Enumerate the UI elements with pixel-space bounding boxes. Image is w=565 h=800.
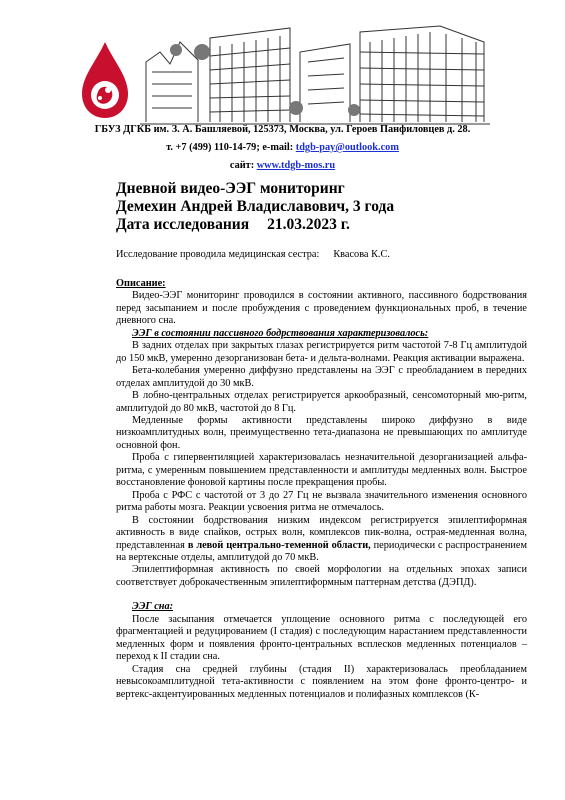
email-link[interactable]: tdgb-pay@outlook.com xyxy=(295,142,399,153)
paragraph: Видео-ЭЭГ мониторинг проводился в состоянии активного, пассивного бодрствования перед засыпанием и после пробуждения с проведением функциональных проб, в течение дневного сна. xyxy=(116,290,527,327)
site-line xyxy=(0,160,565,171)
description-heading: Описание: xyxy=(116,278,166,289)
paragraph: Стадия сна средней глубины (стадия II) характеризовалась преобладанием невысокоамплитудной тета-активности с появлением на этом фоне фронто-центро- и вертекс-акцентуированных медленных потенциалов и полифазных комплексов (К- xyxy=(116,663,527,700)
site-link[interactable]: www.tdgb-mos.ru xyxy=(256,160,336,171)
phone-text: т. +7 (499) 110-14-79; e-mail: xyxy=(166,142,296,153)
date-value: 21.03.2023 г. xyxy=(267,216,350,233)
paragraph-start: В состоянии бодрствования низким индексом регистрируется эпилептиформная активность в виде спайков, острых волн, комплексов пик-волна, острая-медленная волна, представленная xyxy=(116,514,527,551)
paragraph: После засыпания отмечается уплощение основного ритма с последующей его фрагментацией и редуцированием (I стадия) с последующим нарастанием представленности медленных форм и появления фронто-центральных всплесков медленных потенциалов – переход к II стадии сна. xyxy=(116,613,527,663)
report-body xyxy=(116,278,527,701)
title-block xyxy=(116,180,394,234)
study-date xyxy=(116,216,394,234)
org-address: ГБУЗ ДГКБ им. З. А. Башляевой, 125373, Москва, ул. Героев Панфиловцев д. 28. xyxy=(94,124,471,135)
sleep-heading xyxy=(116,601,527,613)
location-emphasis: в левой центрально-теменной области, xyxy=(187,539,371,551)
contact-line xyxy=(0,142,565,153)
building-illustration xyxy=(140,22,490,128)
sleep-heading-text: ЭЭГ сна: xyxy=(132,601,174,613)
hospital-logo-icon xyxy=(78,40,132,120)
nurse-label: Исследование проводила медицинская сестра: xyxy=(116,249,320,260)
passive-heading-text: ЭЭГ в состоянии пассивного бодрствования характеризовалось: xyxy=(132,327,429,339)
nurse-line xyxy=(116,249,390,260)
paragraph: Эпилептиформная активность по своей морфологии на отдельных эпохах записи соответствует доброкачественным эпилептиформным паттернам детства (ДЭПД). xyxy=(116,564,527,588)
site-label: сайт: xyxy=(229,160,257,171)
paragraph: Бета-колебания умеренно диффузно представлены на ЭЭГ с преобладанием в передних отделах амплитудой до 30 мкВ. xyxy=(116,365,527,389)
paragraph: Проба с гипервентиляцией характеризовалась незначительной дезорганизацией альфа-ритма, с умеренным повышением представленности и амплитуды медленных волн. Быстрое восстановление фоновой картины после прекращения пробы. xyxy=(116,452,527,489)
date-label: Дата исследования xyxy=(116,216,250,233)
paragraph-end: периодически с распространением на вертексные отделы, амплитудой до 70 мкВ. xyxy=(116,539,528,563)
paragraph: В задних отделах при закрытых глазах регистрируется ритм частотой 7-8 Гц амплитудой до 150 мкВ, умеренно дезорганизован бета- и дельта-волнами. Реакция активации выражена. xyxy=(116,340,527,364)
patient-name: Демехин Андрей Владиславович, 3 года xyxy=(116,198,395,215)
report-title: Дневной видео-ЭЭГ мониторинг xyxy=(116,180,345,197)
passive-heading xyxy=(116,328,527,340)
paragraph: Медленные формы активности представлены широко диффузно в виде низкоамплитудных волн, преимущественно тета-диапазона не превышающих по амплитуде основной фон. xyxy=(116,414,527,451)
paragraph: Проба с РФС с частотой от 3 до 27 Гц не вызвала значительного изменения основного ритма работы мозга. Реакции усвоения ритма не отмечалось. xyxy=(116,489,527,514)
paragraph: В лобно-центральных отделах регистрируется аркообразный, сенсомоторный мю-ритм, амплитудой до 80 мкВ, частотой до 8 Гц. xyxy=(116,390,527,414)
paragraph xyxy=(116,515,527,565)
nurse-name: Квасова К.С. xyxy=(333,249,390,260)
